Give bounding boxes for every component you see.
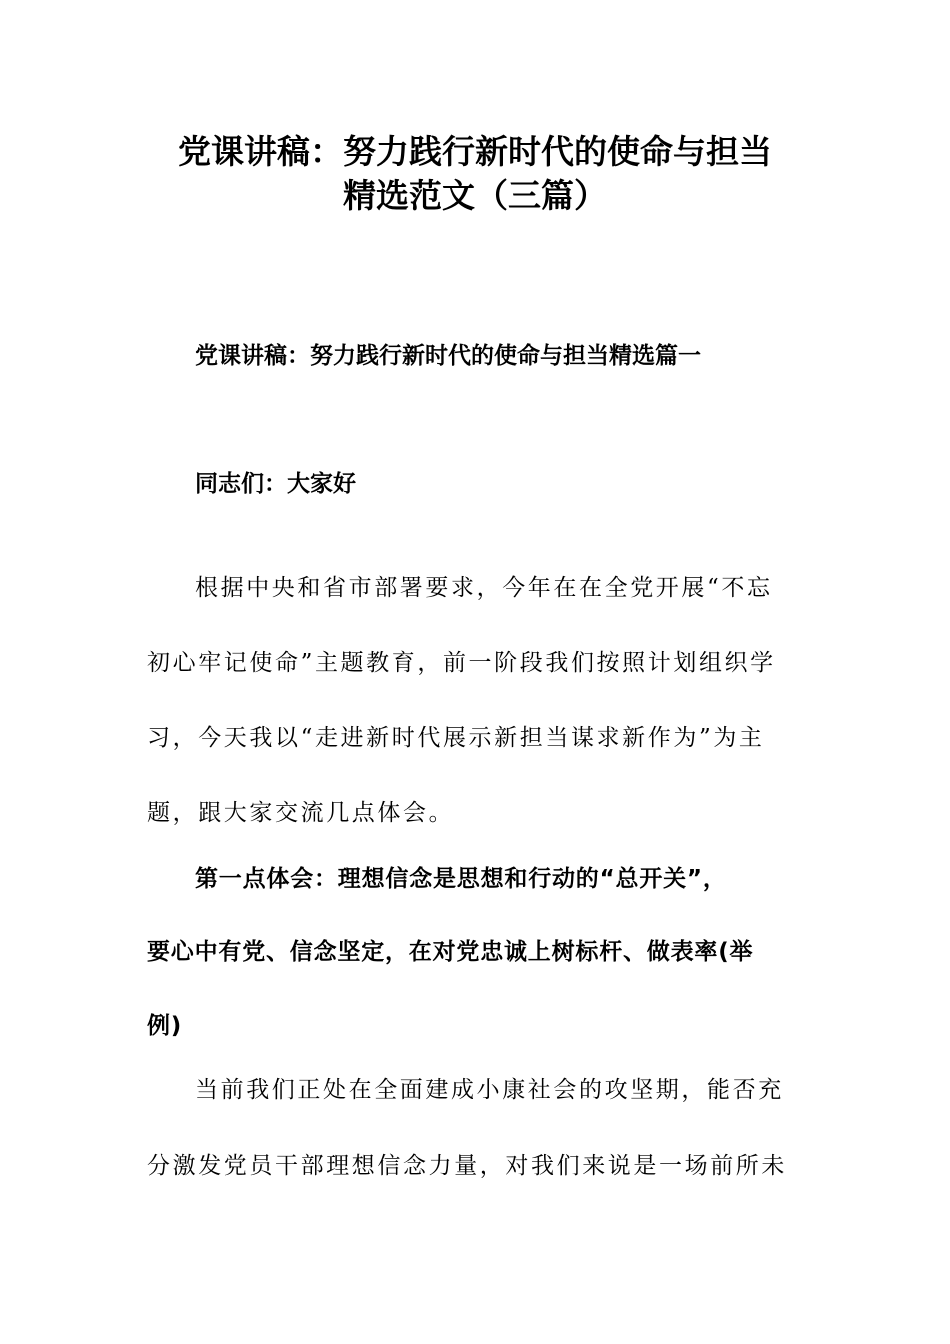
paragraph-1-line-1: 根据中央和省市部署要求，今年在在全党开展“不忘 (195, 575, 773, 601)
document-title-line-2: 精选范文（三篇） (343, 176, 607, 215)
paragraph-1-line-4: 题，跟大家交流几点体会。 (147, 800, 455, 826)
greeting: 同志们：大家好 (195, 471, 356, 497)
heading-1-line-3: 例) (147, 1013, 183, 1039)
paragraph-1-line-3: 习，今天我以“走进新时代展示新担当谋求新作为”为主 (147, 725, 765, 751)
paragraph-2-line-1: 当前我们正处在全面建成小康社会的攻坚期，能否充 (195, 1077, 784, 1103)
paragraph-1-line-2: 初心牢记使命”主题教育，前一阶段我们按照计划组织学 (147, 650, 776, 676)
section-subtitle: 党课讲稿：努力践行新时代的使命与担当精选篇一 (195, 343, 701, 369)
document-title-line-1: 党课讲稿：努力践行新时代的使命与担当 (178, 132, 772, 171)
heading-1-line-1: 第一点体会：理想信念是思想和行动的“总开关”， (195, 866, 727, 892)
heading-1-line-2: 要心中有党、信念坚定，在对党忠诚上树标杆、做表率(举 (147, 939, 754, 965)
paragraph-2-line-2: 分激发党员干部理想信念力量，对我们来说是一场前所未 (147, 1153, 787, 1179)
